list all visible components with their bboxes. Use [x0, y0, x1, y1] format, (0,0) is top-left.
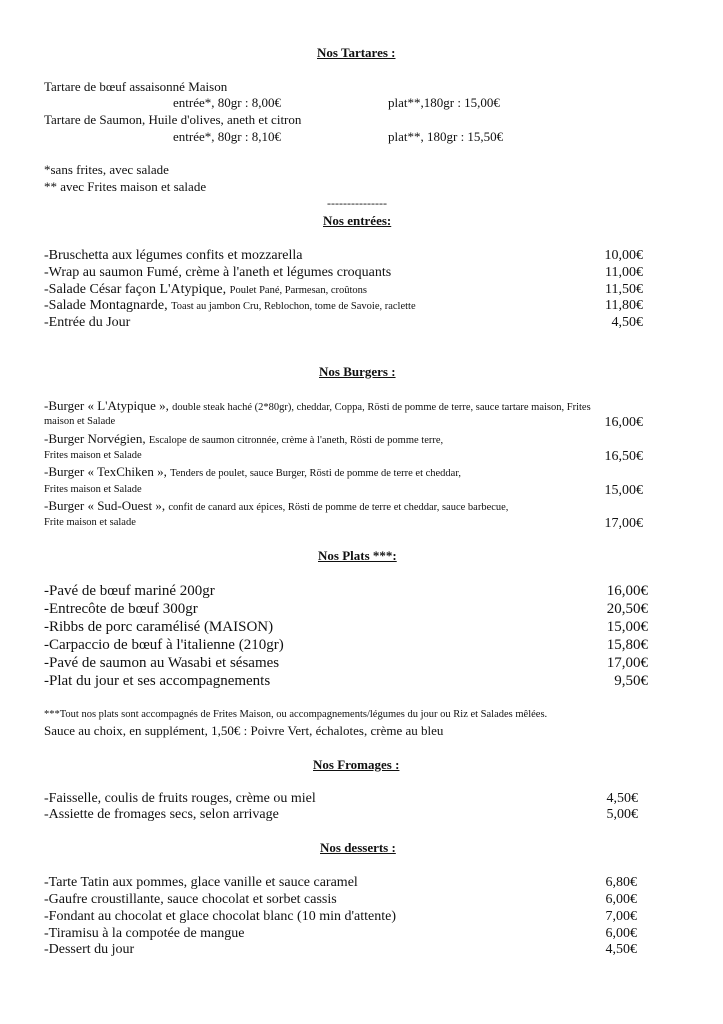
tartare-salmon-entree: entrée*, 80gr : 8,10€ [173, 129, 281, 144]
entree-item [44, 264, 391, 281]
fromage-item-name: -Assiette de fromages secs, selon arrivage [44, 807, 279, 822]
burger-item-name: -Burger « TexChiken », [44, 464, 171, 479]
plat-item-price: 17,00€ [606, 655, 648, 671]
burger-item-detail: confit de canard aux épices, Rösti de pomme de terre et cheddar, sauce barbecue, [168, 502, 509, 513]
tartare-salmon-plat: plat**, 180gr : 15,50€ [388, 129, 504, 144]
plat-item-price: 15,00€ [606, 619, 648, 635]
entree-item-detail: Toast au jambon Cru, Reblochon, tome de Savoie, raclette [171, 301, 416, 312]
burger-item [44, 431, 443, 449]
burgers-title: Nos Burgers : [319, 364, 396, 379]
dessert-item-name: -Tiramisu à la compotée de mangue [44, 926, 245, 941]
burger-item [44, 498, 508, 516]
section-separator: --------------- [327, 196, 387, 210]
desserts-title: Nos desserts : [320, 840, 396, 855]
fromage-item-price: 4,50€ [606, 791, 638, 806]
plats-title: Nos Plats ***: [318, 548, 397, 563]
entree-item-name: -Bruschetta aux légumes confits et mozzarella [44, 248, 303, 263]
entree-item-price: 11,00€ [605, 265, 643, 280]
burger-item-name: -Burger « L'Atypique », [44, 398, 173, 413]
entrees-title: Nos entrées: [323, 213, 392, 228]
burger-item-detail-line2: Frites maison et Salade [44, 450, 142, 461]
plat-item-price: 16,00€ [606, 583, 648, 599]
burger-item-name: -Burger « Sud-Ouest », [44, 498, 169, 513]
burger-item-detail: double steak haché (2*80gr), cheddar, Coppa, Rösti de pomme de terre, sauce tartare maison, Frites [172, 402, 591, 413]
burger-item [44, 398, 591, 416]
burger-item-detail-line2: maison et Salade [44, 416, 116, 427]
plat-item-name: -Ribbs de porc caramélisé (MAISON) [44, 619, 274, 635]
dessert-item-price: 6,00€ [605, 892, 637, 907]
burger-item [44, 464, 461, 482]
plat-item-name: -Pavé de saumon au Wasabi et sésames [44, 655, 280, 671]
burger-item-price: 17,00€ [604, 516, 643, 531]
tartares-title: Nos Tartares : [317, 45, 396, 60]
entree-item-price: 11,80€ [605, 298, 643, 313]
entree-item-detail: Poulet Pané, Parmesan, croûtons [229, 285, 367, 296]
plats-sauce-note: Sauce au choix, en supplément, 1,50€ : Poivre Vert, échalotes, crème au bleu [44, 723, 444, 738]
dessert-item-price: 4,50€ [605, 942, 637, 957]
burger-item-price: 16,00€ [604, 415, 643, 430]
fromage-item-price: 5,00€ [606, 807, 638, 822]
plat-item-name: -Plat du jour et ses accompagnements [44, 673, 271, 689]
entree-item [44, 247, 303, 264]
entree-item-name: -Salade César façon L'Atypique, [44, 282, 230, 297]
plat-item-price: 20,50€ [606, 601, 648, 617]
plat-item-name: -Carpaccio de bœuf à l'italienne (210gr) [44, 637, 284, 653]
burger-item-detail: Tenders de poulet, sauce Burger, Rösti de pomme de terre et cheddar, [170, 468, 462, 479]
burger-item-detail: Escalope de saumon citronnée, crème à l'aneth, Rösti de pomme terre, [148, 435, 444, 446]
tartare-beef-name: Tartare de bœuf assaisonné Maison [44, 79, 228, 94]
entree-item [44, 314, 130, 331]
dessert-item-price: 6,80€ [605, 875, 637, 890]
tartare-beef-entree: entrée*, 80gr : 8,00€ [173, 95, 281, 110]
dessert-item-name: -Dessert du jour [44, 942, 135, 957]
plat-item-name: -Entrecôte de bœuf 300gr [44, 601, 198, 617]
dessert-item-price: 6,00€ [605, 926, 637, 941]
fromages-title: Nos Fromages : [313, 757, 400, 772]
dessert-item-name: -Fondant au chocolat et glace chocolat blanc (10 min d'attente) [44, 909, 396, 924]
entree-item-price: 10,00€ [604, 248, 643, 263]
dessert-item-price: 7,00€ [605, 909, 637, 924]
entree-item-name: -Wrap au saumon Fumé, crème à l'aneth et légumes croquants [44, 265, 392, 280]
tartare-note-2: ** avec Frites maison et salade [44, 179, 207, 194]
plat-item-price: 15,80€ [606, 637, 648, 653]
tartare-salmon-name: Tartare de Saumon, Huile d'olives, aneth et citron [44, 112, 302, 127]
burger-item-price: 15,00€ [604, 483, 643, 498]
entree-item-name: -Entrée du Jour [44, 315, 131, 330]
burger-item-name: -Burger Norvégien, [44, 431, 149, 446]
entree-item-price: 11,50€ [605, 282, 643, 297]
entree-item [44, 297, 416, 315]
dessert-item-name: -Tarte Tatin aux pommes, glace vanille et sauce caramel [44, 875, 358, 890]
burger-item-price: 16,50€ [604, 449, 643, 464]
plat-item-name: -Pavé de bœuf mariné 200gr [44, 583, 215, 599]
tartare-beef-plat: plat**,180gr : 15,00€ [388, 95, 500, 110]
dessert-item-name: -Gaufre croustillante, sauce chocolat et sorbet cassis [44, 892, 337, 907]
burger-item-detail-line2: Frite maison et salade [44, 517, 136, 528]
plats-note: ***Tout nos plats sont accompagnés de Frites Maison, ou accompagnements/légumes du jour ou Riz et Salades mêlées. [44, 709, 548, 720]
entree-item-name: -Salade Montagnarde, [44, 298, 172, 313]
plat-item-price: 9,50€ [614, 673, 648, 689]
entree-item-price: 4,50€ [611, 315, 643, 330]
fromage-item-name: -Faisselle, coulis de fruits rouges, crème ou miel [44, 791, 316, 806]
tartare-note-1: *sans frites, avec salade [44, 162, 169, 177]
burger-item-detail-line2: Frites maison et Salade [44, 484, 142, 495]
